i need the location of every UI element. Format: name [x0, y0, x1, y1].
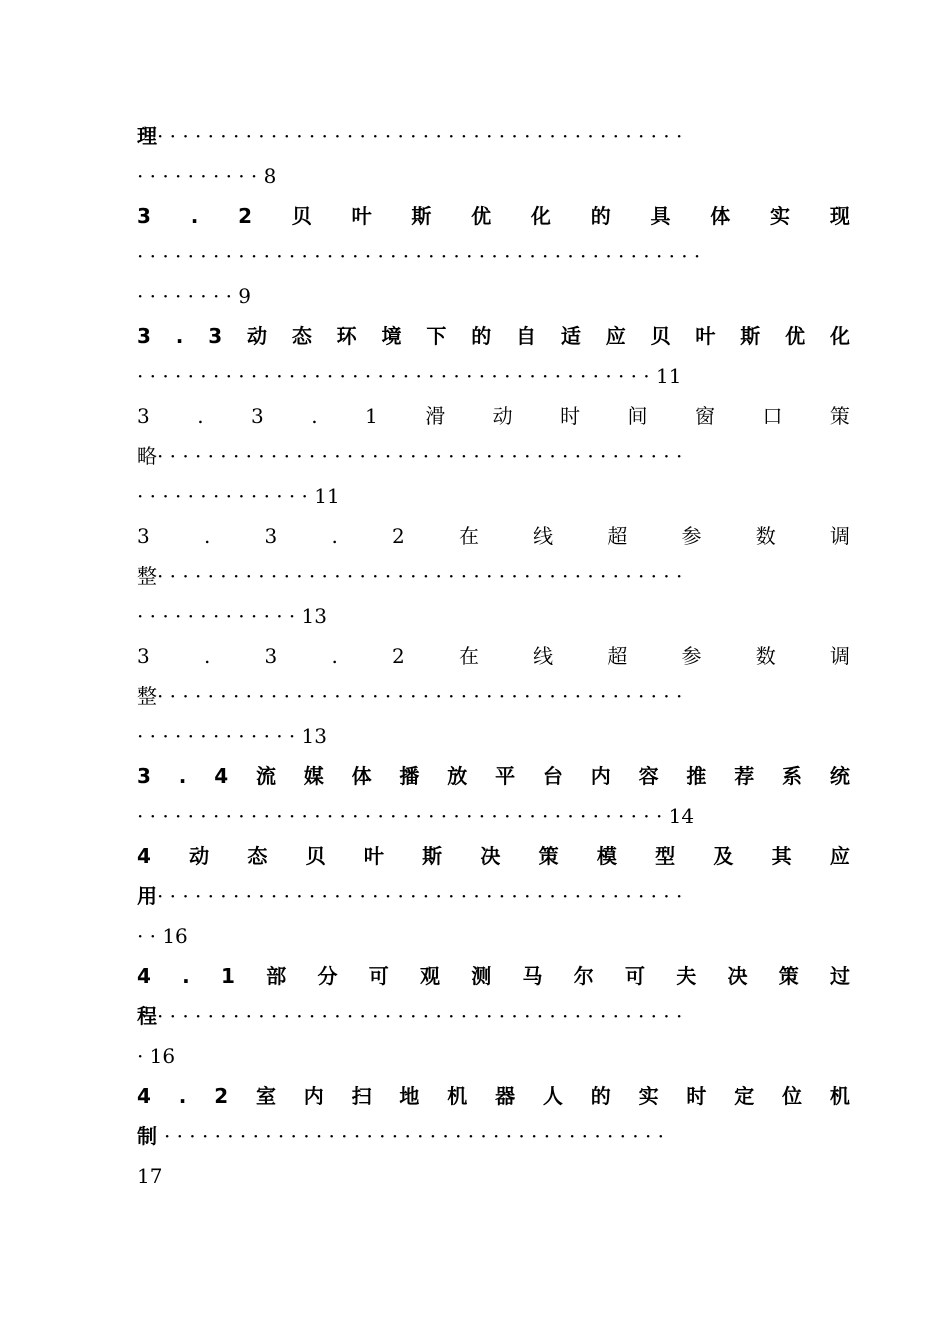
- toc-heading-char: .: [182, 964, 190, 988]
- toc-leader-dots: ········································: [163, 1124, 671, 1148]
- toc-heading-char: 参: [681, 644, 702, 668]
- toc-heading-char: 可: [624, 964, 645, 988]
- toc-heading-char: 滑: [425, 404, 446, 428]
- toc-line: [137, 916, 850, 956]
- toc-heading-char: 化: [530, 204, 551, 228]
- toc-heading-char: 在: [458, 644, 479, 668]
- toc-heading-char: 境: [381, 324, 402, 348]
- toc-line: [137, 956, 850, 996]
- toc-entry-text: 制: [137, 1124, 164, 1148]
- toc-page-number: 17: [137, 1164, 163, 1188]
- toc-heading-char: 3: [137, 404, 150, 428]
- toc-heading-char: 间: [627, 404, 648, 428]
- toc-heading-char: 器: [495, 1084, 516, 1108]
- toc-line: [137, 716, 850, 756]
- toc-line: [137, 516, 850, 556]
- toc-heading-char: 超: [607, 524, 628, 548]
- toc-heading-char: 时: [686, 1084, 707, 1108]
- toc-heading-char: 优: [785, 324, 806, 348]
- toc-heading-char: 机: [447, 1084, 468, 1108]
- toc-heading-char: 3: [264, 644, 278, 668]
- toc-heading-char: 叶: [695, 324, 716, 348]
- toc-page-number: 16: [162, 924, 188, 948]
- toc-heading-char: .: [331, 524, 338, 548]
- toc-heading-char: 3: [264, 524, 278, 548]
- toc-line: [137, 356, 850, 396]
- toc-heading-char: 现: [829, 204, 850, 228]
- toc-heading-char: 数: [755, 644, 776, 668]
- toc-line: [137, 396, 850, 436]
- toc-leader-dots: ··········································: [157, 444, 689, 468]
- toc-heading-char: 4: [137, 964, 151, 988]
- toc-page-number: 8: [263, 164, 277, 188]
- toc-heading-char: 斯: [411, 204, 432, 228]
- toc-heading-char: 系: [782, 764, 803, 788]
- toc-heading-char: 口: [762, 404, 783, 428]
- toc-heading-char: 贝: [650, 324, 671, 348]
- toc-heading-char: 动: [492, 404, 513, 428]
- toc-heading-char: 决: [480, 844, 501, 868]
- toc-heading-char: 1: [365, 404, 378, 428]
- toc-heading-char: 策: [829, 404, 850, 428]
- toc-heading-char: 内: [303, 1084, 324, 1108]
- toc-heading-char: 容: [638, 764, 659, 788]
- toc-line: [137, 796, 850, 836]
- toc-line: [137, 156, 850, 196]
- toc-leader-dots: ··········································: [157, 124, 689, 148]
- toc-line: [137, 996, 850, 1036]
- toc-entry-text: 整: [137, 564, 157, 588]
- toc-heading-char: 扫: [351, 1084, 372, 1108]
- toc-page-number: 14: [668, 804, 695, 828]
- toc-heading-char: 2: [392, 644, 405, 668]
- toc-heading-char: 室: [255, 1084, 276, 1108]
- toc-line: [137, 1076, 850, 1116]
- toc-heading-char: 平: [495, 764, 516, 788]
- toc-heading-char: 叶: [351, 204, 372, 228]
- toc-entry-text: 用: [137, 884, 157, 908]
- toc-heading-char: 策: [778, 964, 799, 988]
- toc-heading-char: 推: [686, 764, 707, 788]
- toc-heading-char: 3: [137, 324, 151, 348]
- toc-heading-char: 策: [538, 844, 559, 868]
- toc-heading-char: 型: [655, 844, 676, 868]
- toc-heading-char: 超: [607, 644, 628, 668]
- toc-heading-char: 态: [291, 324, 312, 348]
- toc-heading-char: 播: [399, 764, 420, 788]
- toc-heading-char: 流: [255, 764, 276, 788]
- toc-heading-char: 测: [471, 964, 492, 988]
- toc-heading-char: 3: [137, 764, 151, 788]
- toc-heading-char: 环: [336, 324, 357, 348]
- toc-leader-dots: ·············: [137, 724, 302, 748]
- toc-leader-dots: ··········································: [157, 1004, 689, 1028]
- toc-heading-char: 马: [522, 964, 543, 988]
- toc-line: [137, 1156, 850, 1196]
- toc-heading-char: .: [311, 404, 318, 428]
- toc-page-number: 11: [314, 484, 340, 508]
- toc-heading-char: 媒: [303, 764, 324, 788]
- toc-heading-char: 3: [137, 524, 150, 548]
- toc-heading-char: .: [331, 644, 338, 668]
- toc-page-number: 16: [149, 1044, 176, 1068]
- toc-page-number: 11: [655, 364, 682, 388]
- toc-heading-char: 3: [137, 204, 151, 228]
- toc-heading-char: 下: [426, 324, 447, 348]
- toc-heading-char: 实: [638, 1084, 659, 1108]
- toc-heading-char: 具: [650, 204, 671, 228]
- toc-line: [137, 236, 850, 276]
- toc-leader-dots: ·············: [137, 604, 302, 628]
- toc-heading-char: 自: [516, 324, 537, 348]
- toc-line: [137, 1036, 850, 1076]
- toc-page-number: 9: [238, 284, 251, 308]
- toc-heading-char: .: [203, 524, 211, 548]
- toc-line: [137, 596, 850, 636]
- toc-heading-char: 数: [755, 524, 776, 548]
- toc-line: [137, 196, 850, 236]
- toc-heading-char: 斯: [422, 844, 443, 868]
- toc-heading-char: 线: [533, 524, 554, 548]
- toc-heading-char: 部: [266, 964, 287, 988]
- toc-leader-dots: ··········: [137, 164, 264, 188]
- toc-heading-char: 决: [727, 964, 748, 988]
- toc-heading-char: .: [197, 404, 204, 428]
- toc-leader-dots: ··········································: [157, 564, 689, 588]
- toc-line: [137, 436, 850, 476]
- toc-heading-char: 2: [392, 524, 405, 548]
- table-of-contents: [137, 116, 850, 1196]
- toc-heading-char: 窗: [695, 404, 715, 428]
- toc-heading-char: 2: [214, 1084, 229, 1108]
- toc-heading-char: 模: [596, 844, 617, 868]
- toc-line: [137, 116, 850, 156]
- toc-heading-char: 3: [251, 404, 264, 428]
- toc-heading-char: 时: [560, 404, 581, 428]
- toc-entry-text: 略: [137, 444, 157, 468]
- toc-leader-dots: ··········································: [157, 884, 689, 908]
- toc-heading-char: 内: [590, 764, 611, 788]
- toc-line: [137, 556, 850, 596]
- toc-heading-char: 动: [246, 324, 267, 348]
- toc-heading-char: 的: [471, 324, 492, 348]
- toc-heading-char: 2: [238, 204, 253, 228]
- toc-line: [137, 316, 850, 356]
- toc-heading-char: 4: [137, 844, 151, 868]
- toc-leader-dots: ········: [137, 284, 239, 308]
- toc-heading-char: 体: [351, 764, 372, 788]
- toc-heading-char: .: [175, 324, 184, 348]
- toc-leader-dots: ··············: [137, 484, 315, 508]
- toc-leader-dots: ·············································: [137, 244, 707, 268]
- toc-heading-char: 3: [208, 324, 223, 348]
- toc-page-number: 13: [301, 604, 327, 628]
- toc-heading-char: 的: [590, 204, 611, 228]
- toc-heading-char: 贝: [291, 204, 312, 228]
- toc-heading-char: 叶: [363, 844, 384, 868]
- toc-heading-char: 3: [137, 644, 150, 668]
- toc-heading-char: 放: [447, 764, 468, 788]
- toc-leader-dots: ·: [137, 1044, 150, 1068]
- toc-heading-char: 参: [681, 524, 702, 548]
- toc-heading-char: 1: [221, 964, 235, 988]
- toc-entry-text: 程: [137, 1004, 157, 1028]
- toc-heading-char: .: [203, 644, 211, 668]
- toc-heading-char: 在: [458, 524, 479, 548]
- toc-heading-char: 观: [419, 964, 440, 988]
- toc-heading-char: 机: [829, 1084, 850, 1108]
- toc-heading-char: 荐: [734, 764, 755, 788]
- toc-line: [137, 756, 850, 796]
- toc-heading-char: 体: [710, 204, 731, 228]
- toc-heading-char: 态: [247, 844, 268, 868]
- toc-heading-char: 及: [713, 844, 734, 868]
- toc-line: [137, 276, 850, 316]
- toc-heading-char: 定: [734, 1084, 755, 1108]
- toc-page-number: 13: [301, 724, 327, 748]
- toc-heading-char: 4: [214, 764, 229, 788]
- toc-line: [137, 636, 850, 676]
- toc-heading-char: .: [178, 1084, 187, 1108]
- toc-heading-char: .: [178, 764, 187, 788]
- toc-line: [137, 676, 850, 716]
- toc-leader-dots: ··········································: [137, 804, 669, 828]
- toc-heading-char: 化: [829, 324, 850, 348]
- toc-heading-char: 的: [590, 1084, 611, 1108]
- toc-heading-char: 贝: [305, 844, 326, 868]
- toc-heading-char: 台: [542, 764, 563, 788]
- toc-heading-char: 优: [471, 204, 492, 228]
- toc-heading-char: 应: [605, 324, 626, 348]
- toc-heading-char: 4: [137, 1084, 151, 1108]
- toc-leader-dots: ··········································: [157, 684, 689, 708]
- toc-heading-char: .: [190, 204, 199, 228]
- toc-heading-char: 应: [829, 844, 850, 868]
- toc-line: [137, 876, 850, 916]
- toc-heading-char: 地: [399, 1084, 420, 1108]
- toc-heading-char: 过: [829, 964, 850, 988]
- toc-heading-char: 人: [542, 1084, 563, 1108]
- toc-heading-char: 尔: [573, 964, 594, 988]
- toc-heading-char: 调: [829, 524, 850, 548]
- toc-heading-char: 其: [771, 844, 792, 868]
- toc-line: [137, 476, 850, 516]
- toc-heading-char: 动: [189, 844, 210, 868]
- toc-leader-dots: ··: [137, 924, 163, 948]
- toc-heading-char: 位: [782, 1084, 803, 1108]
- toc-heading-char: 斯: [740, 324, 761, 348]
- toc-heading-char: 实: [770, 204, 791, 228]
- toc-leader-dots: ·········································: [137, 364, 656, 388]
- toc-heading-char: 分: [317, 964, 338, 988]
- toc-heading-char: 调: [829, 644, 850, 668]
- toc-heading-char: 适: [560, 324, 581, 348]
- toc-heading-char: 夫: [676, 964, 697, 988]
- toc-entry-text: 理: [137, 124, 157, 148]
- toc-heading-char: 可: [368, 964, 389, 988]
- toc-line: [137, 1116, 850, 1156]
- toc-heading-char: 统: [829, 764, 850, 788]
- toc-entry-text: 整: [137, 684, 157, 708]
- toc-line: [137, 836, 850, 876]
- toc-heading-char: 线: [533, 644, 554, 668]
